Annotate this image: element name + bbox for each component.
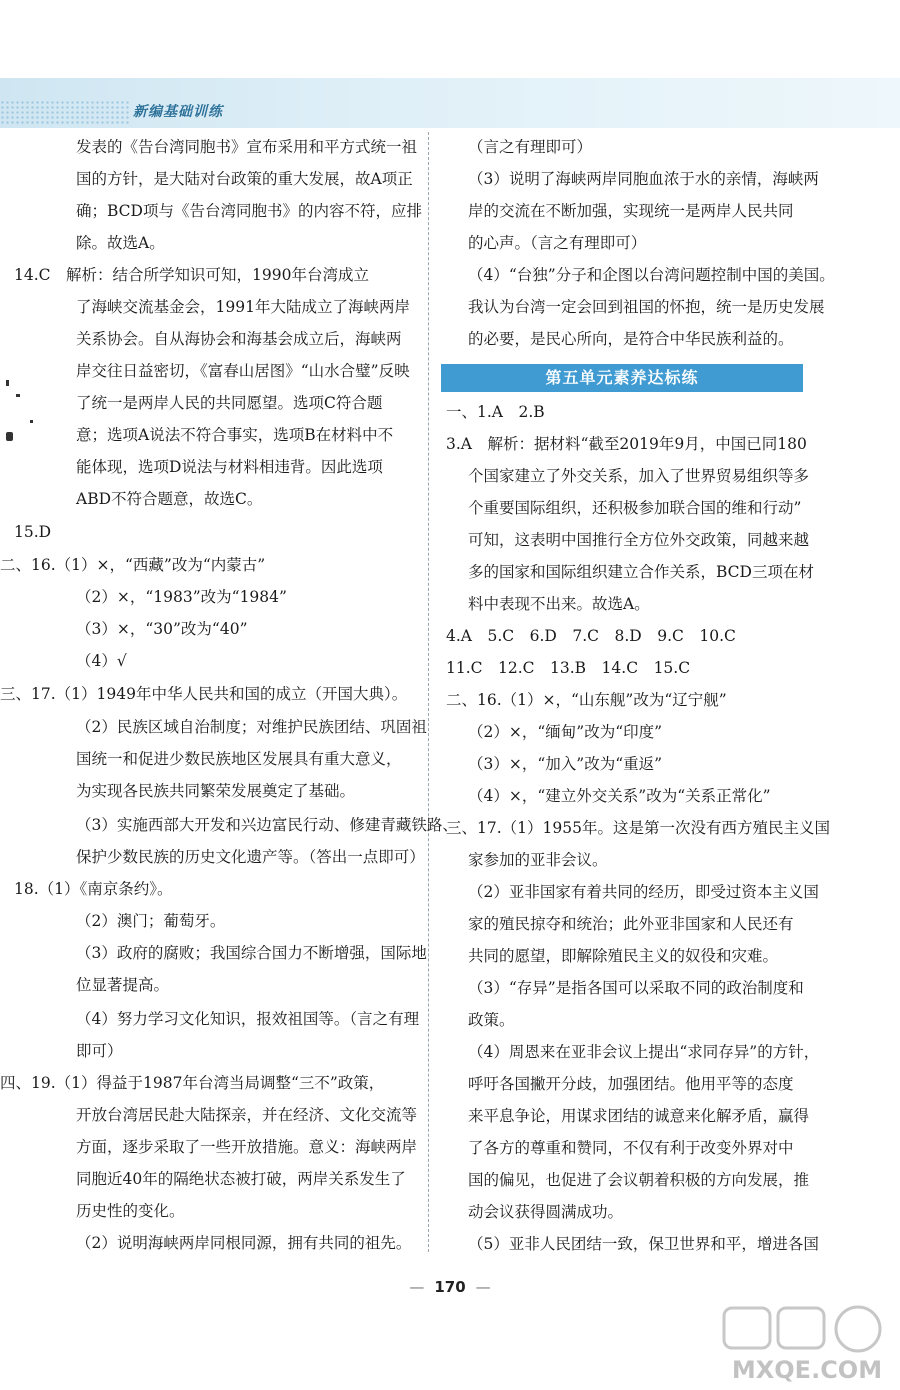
text-line: 三、17.（1）1955年。这是第一次没有西方殖民主义国 xyxy=(446,819,830,837)
page-number xyxy=(0,1278,900,1296)
text-line: 四、19.（1）得益于1987年台湾当局调整“三不”政策， xyxy=(0,1074,385,1092)
text-line: 历史性的变化。 xyxy=(76,1202,185,1220)
text-line: （言之有理即可） xyxy=(468,138,593,156)
text-line: 除。故选A。 xyxy=(76,234,165,252)
text-line: 岸交往日益密切，《富春山居图》“山水合璧”反映 xyxy=(76,362,410,380)
text-line: 的必要，是民心所向，是符合中华民族利益的。 xyxy=(468,330,794,348)
text-line: ABD不符合题意，故选C。 xyxy=(76,490,263,508)
text-line: 开放台湾居民赴大陆探亲，并在经济、文化交流等 xyxy=(76,1106,418,1124)
text-line: 确；BCD项与《告台湾同胞书》的内容不符，应排 xyxy=(76,202,422,220)
text-line: 可知，这表明中国推行全方位外交政策，同越来越 xyxy=(468,531,810,549)
text-line: 动会议获得圆满成功。 xyxy=(468,1203,624,1221)
text-line: 的心声。（言之有理即可） xyxy=(468,234,647,252)
text-line: 呼吁各国撇开分歧，加强团结。他用平等的态度 xyxy=(468,1075,794,1093)
text-line: 意；选项A说法不符合事实，选项B在材料中不 xyxy=(76,426,394,444)
text-line: 来平息争论，用谋求团结的诚意来化解矛盾，赢得 xyxy=(468,1107,810,1125)
text-line: 国的偏见，也促进了会议朝着积极的方向发展，推 xyxy=(468,1171,810,1189)
text-line: 4.A 5.C 6.D 7.C 8.D 9.C 10.C xyxy=(446,627,736,645)
text-line: 个重要国际组织，还积极参加联合国的维和行动” xyxy=(468,499,802,517)
page-number-dash-right: — xyxy=(475,1278,491,1296)
scan-mark xyxy=(30,420,33,423)
text-line: （4）周恩来在亚非会议上提出“求同存异”的方针， xyxy=(468,1043,820,1061)
text-line: 我认为台湾一定会回到祖国的怀抱，统一是历史发展 xyxy=(468,298,825,316)
text-line: （2）说明海峡两岸同根同源，拥有共同的祖先。 xyxy=(76,1234,412,1252)
text-line: （2）澳门；葡萄牙。 xyxy=(76,912,226,930)
text-line: 关系协会。自从海协会和海基会成立后，海峡两 xyxy=(76,330,402,348)
text-line: 料中表现不出来。故选A。 xyxy=(468,595,650,613)
page-number-value: 170 xyxy=(434,1278,466,1296)
text-line: 二、16.（1）×，“西藏”改为“内蒙古” xyxy=(0,556,266,574)
text-line: 了海峡交流基金会，1991年大陆成立了海峡两岸 xyxy=(76,298,410,316)
text-line: 了各方的尊重和赞同，不仅有利于改变外界对中 xyxy=(468,1139,794,1157)
text-line: 国的方针，是大陆对台政策的重大发展，故A项正 xyxy=(76,170,413,188)
text-line: 岸的交流在不断加强，实现统一是两岸人民共同 xyxy=(468,202,794,220)
text-line: 为实现各民族共同繁荣发展奠定了基础。 xyxy=(76,782,356,800)
text-line: 方面，逐步采取了一些开放措施。意义：海峡两岸 xyxy=(76,1138,418,1156)
scan-mark xyxy=(6,380,9,386)
column-divider xyxy=(428,132,429,1252)
text-line: 二、16.（1）×，“山东舰”改为“辽宁舰” xyxy=(446,691,727,709)
series-title: 新编基础训练 xyxy=(133,104,223,120)
text-line: 三、17.（1）1949年中华人民共和国的成立（开国大典）。 xyxy=(0,685,408,703)
text-line: 家参加的亚非会议。 xyxy=(468,851,608,869)
text-line: （3）×，“30”改为“40” xyxy=(76,620,248,638)
text-line: 11.C 12.C 13.B 14.C 15.C xyxy=(446,659,691,677)
text-line: （2）×，“缅甸”改为“印度” xyxy=(468,723,663,741)
scan-mark xyxy=(16,394,20,397)
text-line: （3）政府的腐败；我国综合国力不断增强，国际地 xyxy=(76,944,427,962)
text-line: （4）×，“建立外交关系”改为“关系正常化” xyxy=(468,787,771,805)
text-line: 能体现，选项D说法与材料相违背。因此选项 xyxy=(76,458,383,476)
text-line: （4）“台独”分子和企图以台湾问题控制中国的美国。 xyxy=(468,266,835,284)
section-title: 第五单元素养达标练 xyxy=(441,364,803,392)
watermark-logo xyxy=(718,1302,896,1386)
text-line: （3）×，“加入”改为“重返” xyxy=(468,755,663,773)
text-line: 保护少数民族的历史文化遗产等。（答出一点即可） xyxy=(76,848,425,866)
scan-mark xyxy=(6,432,13,441)
text-line: （2）亚非国家有着共同的经历，即受过资本主义国 xyxy=(468,883,819,901)
text-line: 同胞近40年的隔绝状态被打破，两岸关系发生了 xyxy=(76,1170,406,1188)
text-line: 15.D xyxy=(14,523,52,541)
text-line: （5）亚非人民团结一致，保卫世界和平，增进各国 xyxy=(468,1235,819,1253)
watermark-text: MXQE.COM xyxy=(731,1356,883,1384)
text-line: 14.C 解析：结合所学知识可知，1990年台湾成立 xyxy=(14,266,369,284)
text-line: （3）“存异”是指各国可以采取不同的政治制度和 xyxy=(468,979,804,997)
text-line: （3）说明了海峡两岸同胞血浓于水的亲情，海峡两 xyxy=(468,170,819,188)
text-line: （2）×，“1983”改为“1984” xyxy=(76,588,287,606)
text-line: 国统一和促进少数民族地区发展具有重大意义， xyxy=(76,750,402,768)
page-number-dash-left: — xyxy=(409,1278,425,1296)
text-line: （3）实施西部大开发和兴边富民行动、修建青藏铁路、 xyxy=(76,816,458,834)
text-line: 即可） xyxy=(76,1042,123,1060)
text-line: （4）努力学习文化知识，报效祖国等。（言之有理 xyxy=(76,1010,420,1028)
text-line: 多的国家和国际组织建立合作关系，BCD三项在材 xyxy=(468,563,814,581)
text-line: 一、1.A 2.B xyxy=(446,403,545,421)
text-line: 了统一是两岸人民的共同愿望。选项C符合题 xyxy=(76,394,383,412)
text-line: 家的殖民掠夺和统治；此外亚非国家和人民还有 xyxy=(468,915,794,933)
text-line: 政策。 xyxy=(468,1011,515,1029)
text-line: 共同的愿望，即解除殖民主义的奴役和灾难。 xyxy=(468,947,779,965)
text-line: （4）√ xyxy=(76,652,127,670)
text-line: 3.A 解析：据材料“截至2019年9月，中国已同180 xyxy=(446,435,807,453)
text-line: 个国家建立了外交关系，加入了世界贸易组织等多 xyxy=(468,467,810,485)
text-line: 18.（1）《南京条约》。 xyxy=(14,880,173,898)
text-line: （2）民族区域自治制度；对维护民族团结、巩固祖 xyxy=(76,718,427,736)
text-line: 位显著提高。 xyxy=(76,976,170,994)
text-line: 发表的《告台湾同胞书》宣布采用和平方式统一祖 xyxy=(76,138,418,156)
header-dot-pattern xyxy=(0,100,130,126)
